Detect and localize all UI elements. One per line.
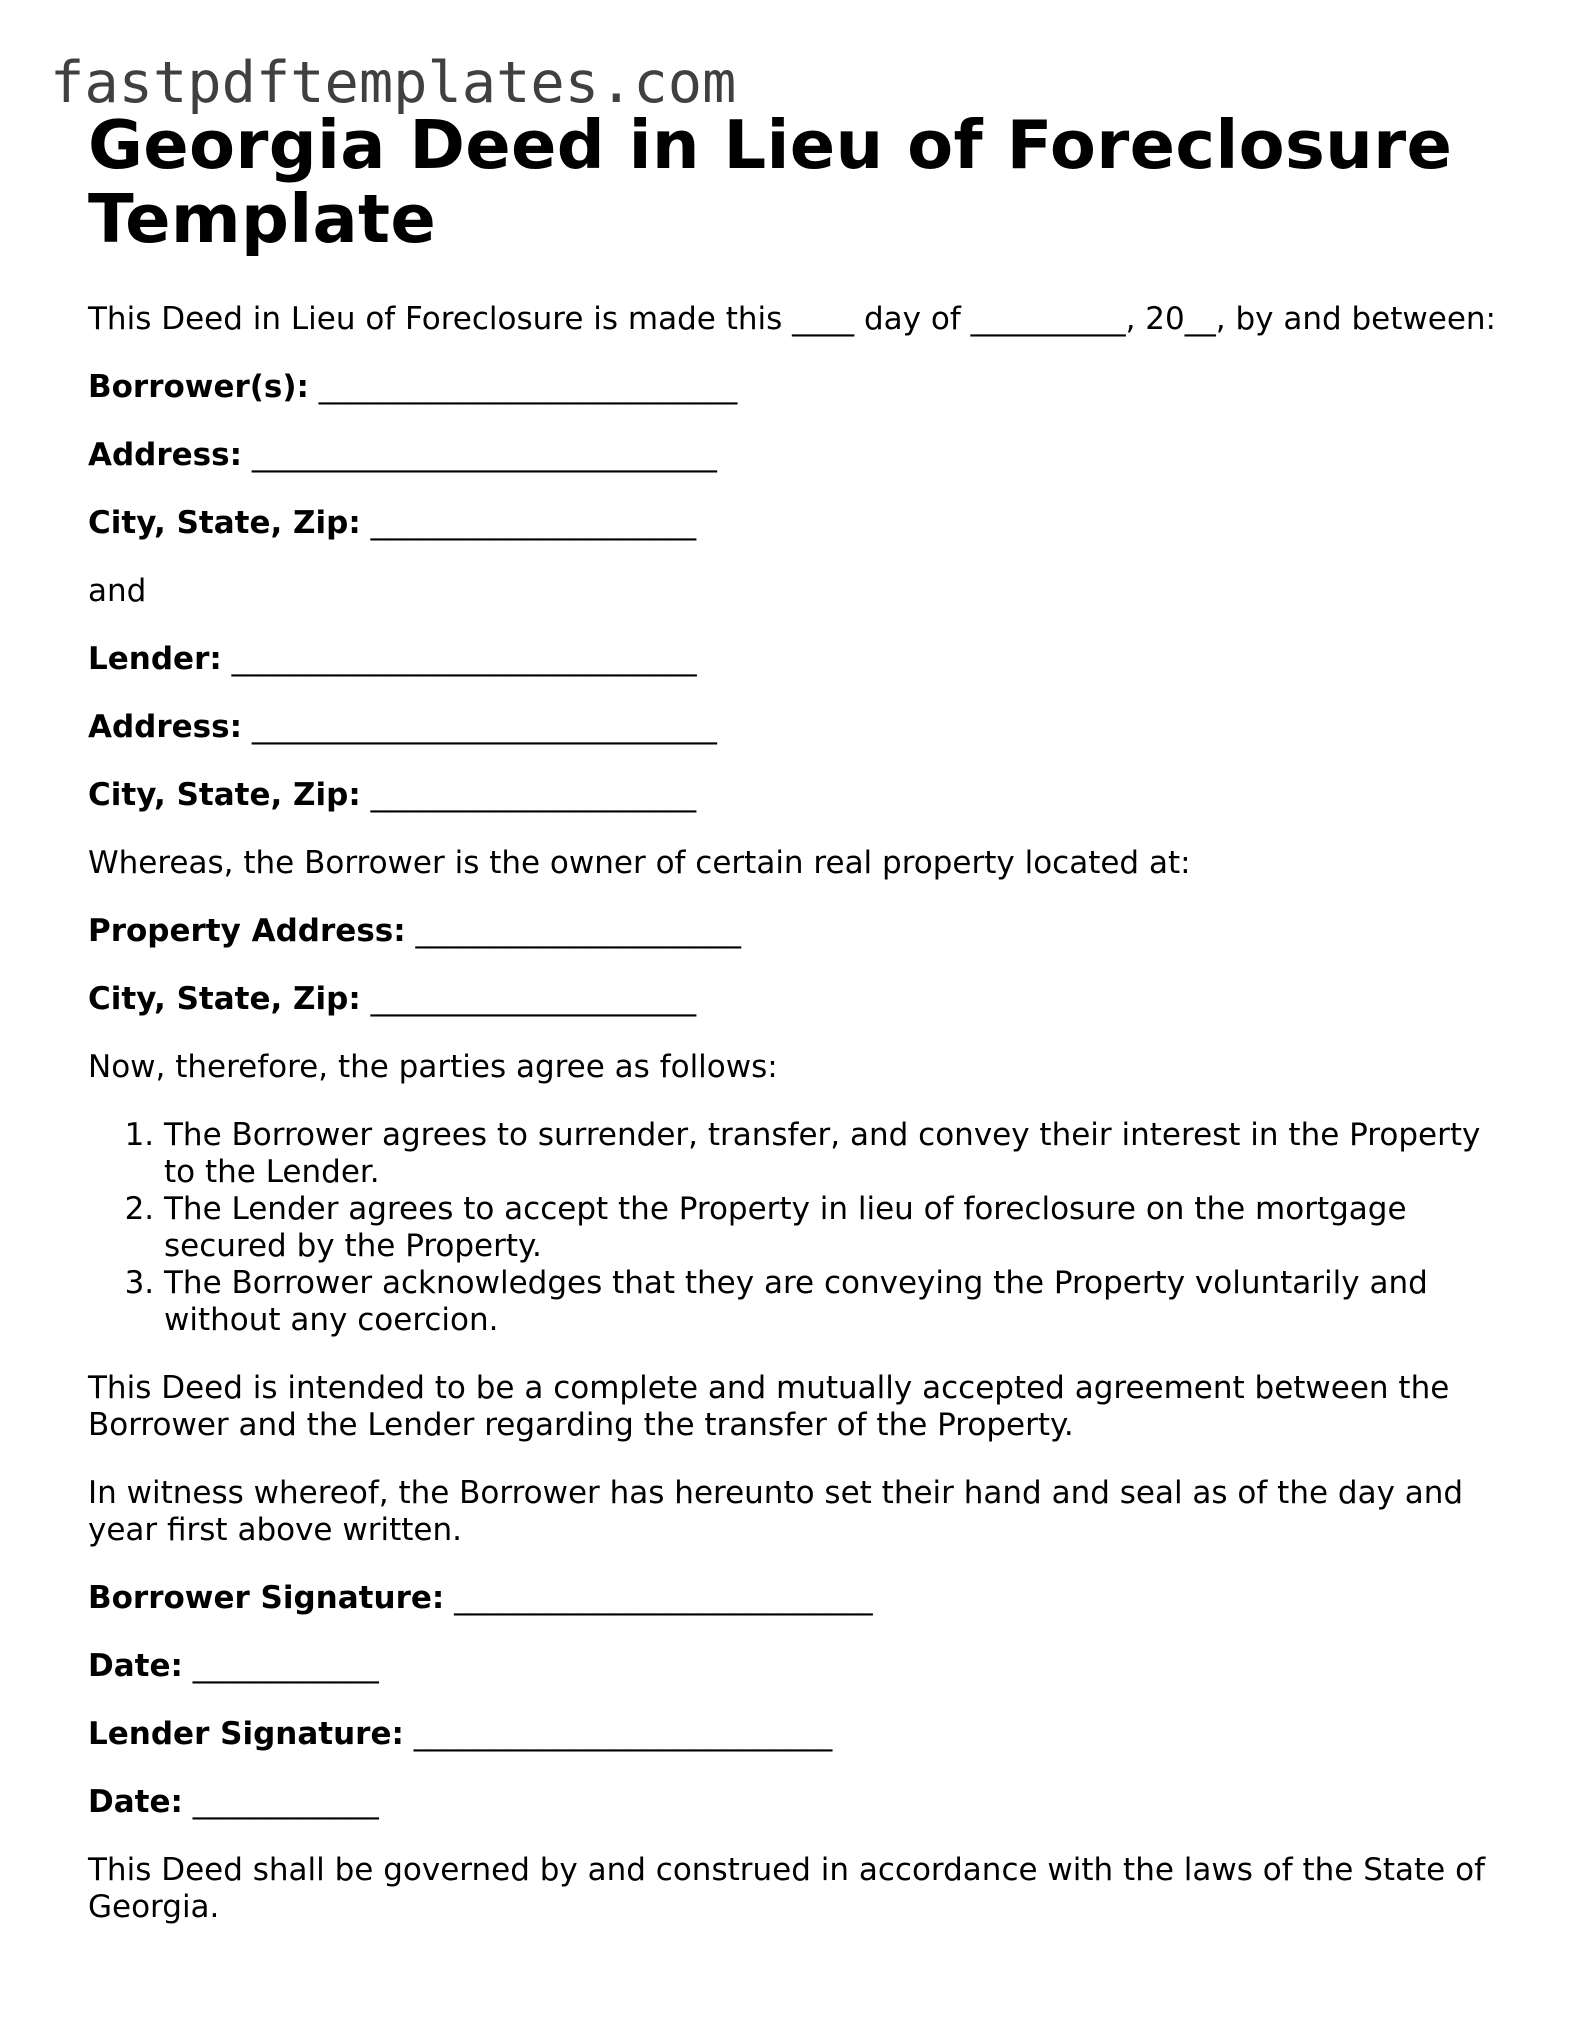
borrower-city-label: City, State, Zip:: [88, 505, 361, 541]
lender-date-field[interactable]: ____________: [192, 1784, 379, 1820]
lender-name-line: [88, 641, 1508, 678]
term-item: 1. The Borrower agrees to surrender, transfer, and convey their interest in the Property to the Lender.: [164, 1117, 1508, 1191]
borrower-date-line: [88, 1648, 1508, 1685]
terms-list: [88, 1117, 1508, 1339]
now-therefore-paragraph: Now, therefore, the parties agree as follows:: [88, 1049, 778, 1085]
property-city-field[interactable]: _____________________: [370, 981, 697, 1017]
lender-address-field[interactable]: ______________________________: [251, 709, 717, 745]
lender-name-field[interactable]: ______________________________: [231, 641, 697, 677]
lender-signature-field[interactable]: ___________________________: [413, 1716, 833, 1752]
property-address-line: [88, 913, 1508, 950]
lender-city-line: [88, 777, 1508, 814]
term-item: 3. The Borrower acknowledges that they are conveying the Property voluntarily and without any coercion.: [164, 1265, 1508, 1339]
borrower-name-label: Borrower(s):: [88, 369, 309, 405]
governing-law-paragraph: This Deed shall be governed by and construed in accordance with the laws of the State of Georgia.: [88, 1852, 1485, 1925]
lender-signature-label: Lender Signature:: [88, 1716, 404, 1752]
lender-city-field[interactable]: _____________________: [370, 777, 697, 813]
borrower-address-line: [88, 437, 1508, 474]
lender-name-label: Lender:: [88, 641, 222, 677]
lender-city-label: City, State, Zip:: [88, 777, 361, 813]
and-text: and: [88, 573, 147, 609]
borrower-date-label: Date:: [88, 1648, 183, 1684]
borrower-city-field[interactable]: _____________________: [370, 505, 697, 541]
borrower-address-field[interactable]: ______________________________: [251, 437, 717, 473]
lender-date-line: [88, 1784, 1508, 1821]
borrower-signature-line: [88, 1580, 1508, 1617]
document-page: [88, 108, 1508, 1926]
intro-paragraph: This Deed in Lieu of Foreclosure is made this ____ day of __________, 20__, by and between:: [88, 301, 1497, 337]
borrower-date-field[interactable]: ____________: [192, 1648, 379, 1684]
borrower-address-label: Address:: [88, 437, 242, 473]
borrower-name-field[interactable]: ___________________________: [318, 369, 738, 405]
borrower-signature-label: Borrower Signature:: [88, 1580, 445, 1616]
property-address-field[interactable]: _____________________: [415, 913, 741, 949]
term-item: 2. The Lender agrees to accept the Property in lieu of foreclosure on the mortgage secured by the Property.: [164, 1191, 1508, 1265]
lender-signature-line: [88, 1716, 1508, 1753]
witness-paragraph: In witness whereof, the Borrower has hereunto set their hand and seal as of the day and year first above written.: [88, 1475, 1464, 1548]
property-address-label: Property Address:: [88, 913, 406, 949]
borrower-name-line: [88, 369, 1508, 406]
borrower-signature-field[interactable]: ___________________________: [454, 1580, 873, 1616]
lender-address-label: Address:: [88, 709, 242, 745]
property-city-label: City, State, Zip:: [88, 981, 361, 1017]
document-title: Georgia Deed in Lieu of Foreclosure Template: [88, 106, 1453, 258]
borrower-city-line: [88, 505, 1508, 542]
lender-address-line: [88, 709, 1508, 746]
watermark-text: fastpdftemplates.com: [50, 50, 737, 116]
property-city-line: [88, 981, 1508, 1018]
lender-date-label: Date:: [88, 1784, 183, 1820]
complete-agreement-paragraph: This Deed is intended to be a complete and mutually accepted agreement between the Borrower and the Lender regarding the transfer of the Property.: [88, 1370, 1450, 1443]
whereas-paragraph: Whereas, the Borrower is the owner of certain real property located at:: [88, 845, 1191, 881]
